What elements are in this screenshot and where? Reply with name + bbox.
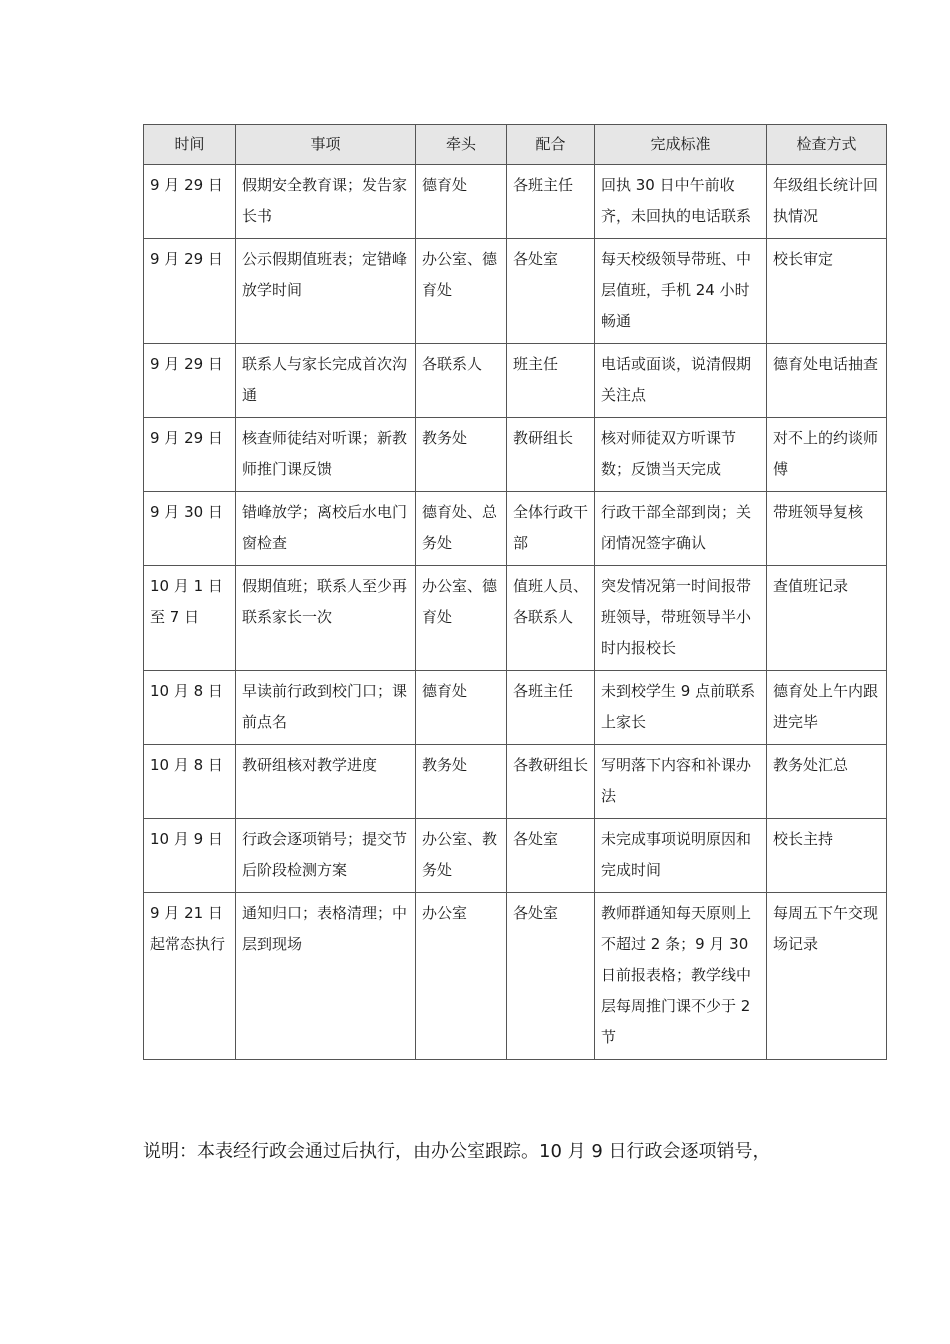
- cell-item: 教研组核对教学进度: [236, 745, 416, 819]
- cell-time: 10 月 1 日至 7 日: [144, 566, 236, 671]
- cell-lead: 办公室、德育处: [416, 239, 507, 344]
- cell-standard: 电话或面谈，说清假期关注点: [595, 344, 767, 418]
- table-body: [144, 165, 887, 1060]
- cell-support: 各处室: [507, 239, 595, 344]
- cell-time: 10 月 8 日: [144, 671, 236, 745]
- cell-check: 校长审定: [767, 239, 887, 344]
- cell-time: 9 月 29 日: [144, 239, 236, 344]
- cell-time: 9 月 30 日: [144, 492, 236, 566]
- header-support: 配合: [507, 125, 595, 165]
- cell-time: 10 月 8 日: [144, 745, 236, 819]
- cell-standard: 每天校级领导带班、中层值班，手机 24 小时畅通: [595, 239, 767, 344]
- cell-standard: 核对师徒双方听课节数；反馈当天完成: [595, 418, 767, 492]
- cell-lead: 德育处: [416, 671, 507, 745]
- cell-standard: 突发情况第一时间报带班领导，带班领导半小时内报校长: [595, 566, 767, 671]
- cell-item: 公示假期值班表；定错峰放学时间: [236, 239, 416, 344]
- cell-standard: 未完成事项说明原因和完成时间: [595, 819, 767, 893]
- cell-check: 校长主持: [767, 819, 887, 893]
- cell-support: 各处室: [507, 893, 595, 1060]
- cell-item: 错峰放学；离校后水电门窗检查: [236, 492, 416, 566]
- cell-support: 各班主任: [507, 165, 595, 239]
- schedule-table: [143, 124, 887, 1060]
- cell-time: 9 月 21 日起常态执行: [144, 893, 236, 1060]
- cell-lead: 各联系人: [416, 344, 507, 418]
- cell-time: 9 月 29 日: [144, 344, 236, 418]
- cell-support: 班主任: [507, 344, 595, 418]
- header-time: 时间: [144, 125, 236, 165]
- cell-time: 9 月 29 日: [144, 165, 236, 239]
- cell-check: 年级组长统计回执情况: [767, 165, 887, 239]
- header-item: 事项: [236, 125, 416, 165]
- cell-item: 行政会逐项销号；提交节后阶段检测方案: [236, 819, 416, 893]
- cell-support: 值班人员、各联系人: [507, 566, 595, 671]
- cell-time: 10 月 9 日: [144, 819, 236, 893]
- cell-item: 通知归口；表格清理；中层到现场: [236, 893, 416, 1060]
- cell-lead: 办公室、教务处: [416, 819, 507, 893]
- cell-check: 德育处上午内跟进完毕: [767, 671, 887, 745]
- cell-support: 各处室: [507, 819, 595, 893]
- cell-lead: 办公室: [416, 893, 507, 1060]
- header-check: 检查方式: [767, 125, 887, 165]
- table-row: [144, 418, 887, 492]
- cell-check: 带班领导复核: [767, 492, 887, 566]
- cell-support: 全体行政干部: [507, 492, 595, 566]
- cell-check: 教务处汇总: [767, 745, 887, 819]
- cell-item: 假期值班；联系人至少再联系家长一次: [236, 566, 416, 671]
- cell-standard: 行政干部全部到岗；关闭情况签字确认: [595, 492, 767, 566]
- table-row: [144, 566, 887, 671]
- cell-item: 早读前行政到校门口；课前点名: [236, 671, 416, 745]
- cell-support: 各教研组长: [507, 745, 595, 819]
- cell-standard: 写明落下内容和补课办法: [595, 745, 767, 819]
- cell-check: 德育处电话抽查: [767, 344, 887, 418]
- cell-standard: 教师群通知每天原则上不超过 2 条；9 月 30 日前报表格；教学线中层每周推门课不少于 2 节: [595, 893, 767, 1060]
- table-row: [144, 819, 887, 893]
- cell-lead: 德育处: [416, 165, 507, 239]
- cell-lead: 德育处、总务处: [416, 492, 507, 566]
- table-row: [144, 893, 887, 1060]
- table-row: [144, 492, 887, 566]
- cell-lead: 教务处: [416, 418, 507, 492]
- table-row: [144, 239, 887, 344]
- cell-check: 对不上的约谈师傅: [767, 418, 887, 492]
- cell-standard: 未到校学生 9 点前联系上家长: [595, 671, 767, 745]
- cell-lead: 教务处: [416, 745, 507, 819]
- cell-lead: 办公室、德育处: [416, 566, 507, 671]
- header-standard: 完成标准: [595, 125, 767, 165]
- table-row: [144, 344, 887, 418]
- table-header-row: [144, 125, 887, 165]
- table-row: [144, 671, 887, 745]
- cell-standard: 回执 30 日中午前收齐，未回执的电话联系: [595, 165, 767, 239]
- table-row: [144, 165, 887, 239]
- cell-item: 联系人与家长完成首次沟通: [236, 344, 416, 418]
- cell-item: 核查师徒结对听课；新教师推门课反馈: [236, 418, 416, 492]
- footnote: 说明：本表经行政会通过后执行，由办公室跟踪。10 月 9 日行政会逐项销号，: [143, 1141, 771, 1162]
- cell-time: 9 月 29 日: [144, 418, 236, 492]
- schedule-section: [143, 124, 886, 1060]
- header-lead: 牵头: [416, 125, 507, 165]
- table-row: [144, 745, 887, 819]
- cell-support: 教研组长: [507, 418, 595, 492]
- cell-check: 查值班记录: [767, 566, 887, 671]
- cell-support: 各班主任: [507, 671, 595, 745]
- cell-check: 每周五下午交现场记录: [767, 893, 887, 1060]
- cell-item: 假期安全教育课；发告家长书: [236, 165, 416, 239]
